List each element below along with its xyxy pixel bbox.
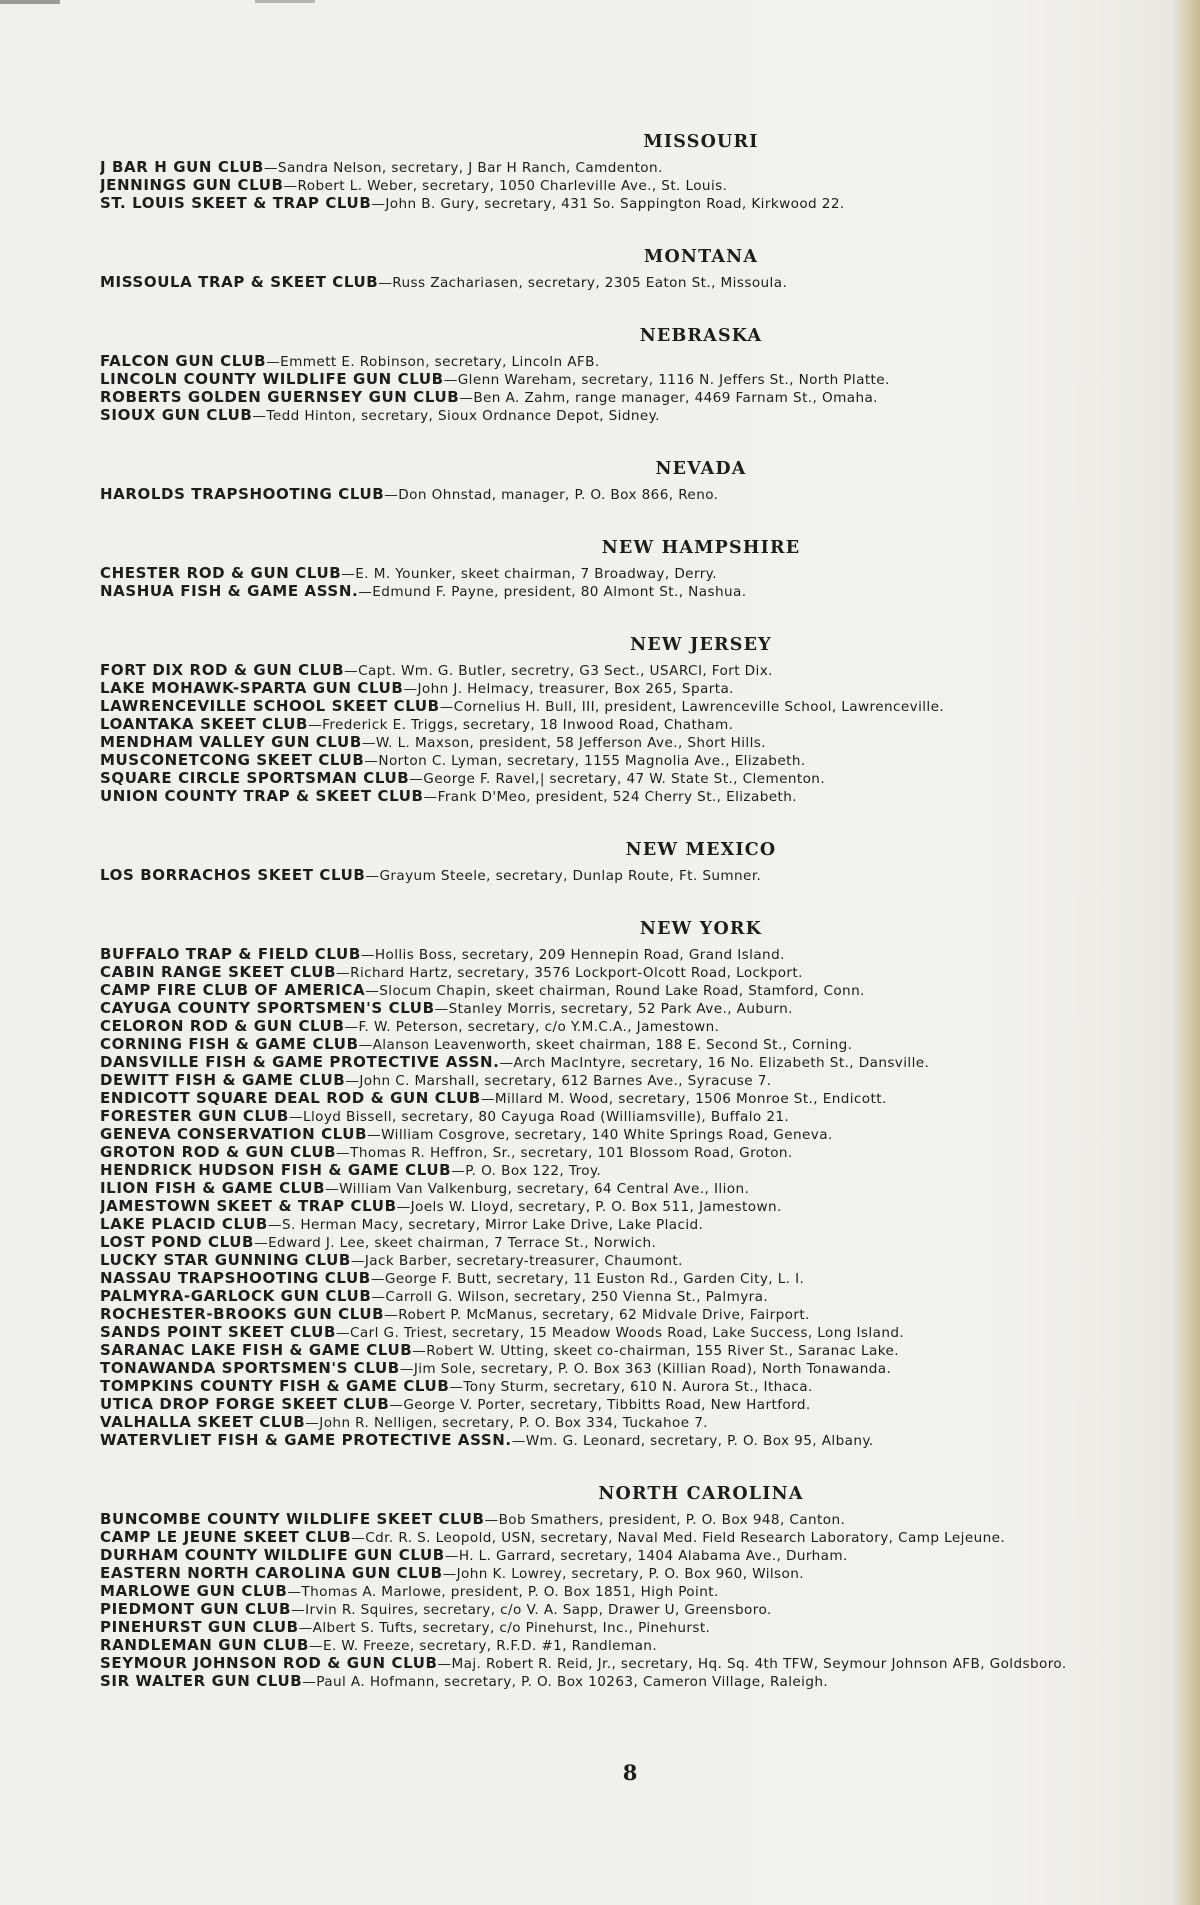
state-section [100,459,1182,504]
club-contact-details: John K. Lowrey, secretary, P. O. Box 960, Wilson. [456,1566,804,1582]
entry-separator: — [365,983,380,999]
club-entry [100,680,1182,698]
club-entry [100,1126,1182,1144]
club-contact-details: Paul A. Hofmann, secretary, P. O. Box 10263, Cameron Village, Raleigh. [316,1674,829,1690]
club-entry [100,159,1182,177]
entry-separator: — [459,390,474,406]
club-entry [100,964,1182,982]
club-list [100,1511,1182,1691]
club-entry [100,1036,1182,1054]
club-name: HAROLDS TRAPSHOOTING CLUB [100,486,385,503]
entry-separator: — [336,1325,350,1341]
club-name: CABIN RANGE SKEET CLUB [100,964,337,981]
club-contact-details: John R. Nelligen, secretary, P. O. Box 334, Tuckahoe 7. [319,1415,708,1431]
club-list [100,486,1182,504]
club-name: GENEVA CONSERVATION CLUB [100,1126,368,1143]
entry-separator: — [371,196,386,212]
club-entry [100,788,1182,806]
club-name: SEYMOUR JOHNSON ROD & GUN CLUB [100,1655,438,1672]
club-contact-details: Irvin R. Squires, secretary, c/o V. A. Sapp, Drawer U, Greensboro. [305,1602,772,1618]
club-name: ILION FISH & GAME CLUB [100,1180,326,1197]
club-contact-details: Edmund F. Payne, president, 80 Almont St., Nashua. [372,584,747,600]
state-section [100,919,1182,1450]
club-contact-details: Robert P. McManus, secretary, 62 Midvale Drive, Fairport. [398,1307,810,1323]
club-contact-details: Tedd Hinton, secretary, Sioux Ordnance Depot, Sidney. [266,408,660,424]
club-entry [100,1162,1182,1180]
state-heading: NEW MEXICO [625,840,777,860]
club-name: CAYUGA COUNTY SPORTSMEN'S CLUB [100,1000,435,1017]
club-name: NASSAU TRAPSHOOTING CLUB [100,1270,371,1287]
club-contact-details: Tony Sturm, secretary, 610 N. Aurora St., Ithaca. [463,1379,813,1395]
club-contact-details: Robert W. Utting, skeet co-chairman, 155 River St., Saranac Lake. [426,1343,899,1359]
club-name: BUNCOMBE COUNTY WILDLIFE SKEET CLUB [100,1511,485,1528]
entry-separator: — [384,1307,399,1323]
state-section [100,840,1182,885]
club-name: LAKE PLACID CLUB [100,1216,268,1233]
entry-separator: — [291,1602,306,1618]
club-list [100,353,1182,425]
entry-separator: — [344,1019,359,1035]
club-contact-details: Arch MacIntyre, secretary, 16 No. Elizabeth St., Dansville. [513,1055,930,1071]
club-contact-details: Frederick E. Triggs, secretary, 18 Inwood Road, Chatham. [322,717,734,733]
club-name: MISSOULA TRAP & SKEET CLUB [100,274,379,291]
club-name: J BAR H GUN CLUB [100,159,264,176]
club-name: SANDS POINT SKEET CLUB [100,1324,336,1341]
club-entry [100,770,1182,788]
entry-separator: — [252,408,267,424]
club-entry [100,1234,1182,1252]
club-entry [100,1637,1182,1655]
entry-separator: — [336,965,351,981]
club-name: EASTERN NORTH CAROLINA GUN CLUB [100,1565,443,1582]
club-name: GROTON ROD & GUN CLUB [100,1144,337,1161]
entry-separator: — [350,1253,365,1269]
club-contact-details: Thomas A. Marlowe, president, P. O. Box 1851, High Point. [301,1584,719,1600]
club-contact-details: Albert S. Tufts, secretary, c/o Pinehurst, Inc., Pinehurst. [312,1620,711,1636]
club-contact-details: Slocum Chapin, skeet chairman, Round Lake Road, Stamford, Conn. [379,983,865,999]
club-contact-details: William Van Valkenburg, secretary, 64 Central Ave., Ilion. [339,1181,750,1197]
entry-separator: — [403,681,418,697]
state-heading: NEW YORK [639,919,763,939]
club-contact-details: P. O. Box 122, Troy. [465,1163,602,1179]
entry-separator: — [308,717,323,733]
club-contact-details: John J. Helmacy, treasurer, Box 265, Sparta. [417,681,734,697]
club-name: LINCOLN COUNTY WILDLIFE GUN CLUB [100,371,444,388]
club-entry [100,1018,1182,1036]
club-entry [100,1180,1182,1198]
club-entry [100,1414,1182,1432]
club-entry [100,1432,1182,1450]
club-contact-details: Carl G. Triest, secretary, 15 Meadow Woods Road, Lake Success, Long Island. [350,1325,905,1341]
club-contact-details: S. Herman Macy, secretary, Mirror Lake Drive, Lake Placid. [281,1217,704,1233]
club-name: DANSVILLE FISH & GAME PROTECTIVE ASSN. [100,1054,500,1071]
entry-separator: — [451,1163,466,1179]
state-section [100,247,1182,292]
club-contact-details: Maj. Robert R. Reid, Jr., secretary, Hq. Sq. 4th TFW, Seymour Johnson AFB, Goldsboro. [451,1656,1067,1672]
state-heading: NEW HAMPSHIRE [601,538,801,558]
entry-separator: — [434,1001,449,1017]
state-section [100,326,1182,425]
club-contact-details: Norton C. Lyman, secretary, 1155 Magnolia Ave., Elizabeth. [378,753,806,769]
club-name: CAMP LE JEUNE SKEET CLUB [100,1529,352,1546]
club-contact-details: H. L. Garrard, secretary, 1404 Alabama Ave., Durham. [458,1548,848,1564]
club-name: SIR WALTER GUN CLUB [100,1673,303,1690]
club-contact-details: Glenn Wareham, secretary, 1116 N. Jeffers St., North Platte. [457,372,890,388]
entry-separator: — [480,1091,495,1107]
club-entry [100,565,1182,583]
club-entry [100,1396,1182,1414]
club-contact-details: Russ Zachariasen, secretary, 2305 Eaton St., Missoula. [392,275,788,291]
club-contact-details: Stanley Morris, secretary, 52 Park Ave., Auburn. [448,1001,793,1017]
club-name: JENNINGS GUN CLUB [100,177,284,194]
club-entry [100,716,1182,734]
entry-separator: — [336,1145,351,1161]
club-contact-details: Emmett E. Robinson, secretary, Lincoln AFB. [280,354,600,370]
club-entry [100,734,1182,752]
club-entry [100,1342,1182,1360]
club-contact-details: Robert L. Weber, secretary, 1050 Charleville Ave., St. Louis. [297,178,728,194]
club-name: RANDLEMAN GUN CLUB [100,1637,309,1654]
club-name: ROCHESTER-BROOKS GUN CLUB [100,1306,385,1323]
club-contact-details: Hollis Boss, secretary, 209 Hennepin Road, Grand Island. [374,947,785,963]
club-list [100,565,1182,601]
club-contact-details: Don Ohnstad, manager, P. O. Box 866, Reno. [398,487,719,503]
club-name: DURHAM COUNTY WILDLIFE GUN CLUB [100,1547,445,1564]
state-heading: NORTH CAROLINA [598,1484,804,1504]
state-section [100,132,1182,213]
club-contact-details: John B. Gury, secretary, 431 So. Sappington Road, Kirkwood 22. [385,196,845,212]
entry-separator: — [288,1109,303,1125]
club-entry [100,1673,1182,1691]
entry-separator: — [283,178,298,194]
club-list [100,662,1182,806]
club-name: SQUARE CIRCLE SPORTSMAN CLUB [100,770,410,787]
club-contact-details: George F. Butt, secretary, 11 Euston Rd., Garden City, L. I. [384,1271,805,1287]
club-list [100,946,1182,1450]
club-entry [100,1090,1182,1108]
club-contact-details: Carroll G. Wilson, secretary, 250 Vienna St., Palmyra. [385,1289,769,1305]
club-name: TOMPKINS COUNTY FISH & GAME CLUB [100,1378,450,1395]
state-heading: MONTANA [643,247,759,267]
entry-separator: — [442,1566,457,1582]
state-section [100,1484,1182,1691]
scan-artifact [0,0,60,4]
club-entry [100,1144,1182,1162]
club-contact-details: Cornelius H. Bull, III, president, Lawrenceville School, Lawrenceville. [453,699,945,715]
entry-separator: — [325,1181,340,1197]
club-contact-details: Richard Hartz, secretary, 3576 Lockport-Olcott Road, Lockport. [350,965,803,981]
entry-separator: — [305,1415,320,1431]
club-contact-details: Jim Sole, secretary, P. O. Box 363 (Killian Road), North Tonawanda. [413,1361,892,1377]
club-contact-details: Bob Smathers, president, P. O. Box 948, Canton. [498,1512,846,1528]
club-contact-details: Jack Barber, secretary-treasurer, Chaumont. [364,1253,683,1269]
club-name: ENDICOTT SQUARE DEAL ROD & GUN CLUB [100,1090,481,1107]
club-name: DEWITT FISH & GAME CLUB [100,1072,346,1089]
club-entry [100,1252,1182,1270]
entry-separator: — [309,1638,323,1654]
entry-separator: — [444,1548,459,1564]
entry-separator: — [365,868,380,884]
club-contact-details: George F. Ravel,| secretary, 47 W. State St., Clementon. [423,771,826,787]
club-name: UNION COUNTY TRAP & SKEET CLUB [100,788,424,805]
club-entry [100,1619,1182,1637]
club-contact-details: John C. Marshall, secretary, 612 Barnes Ave., Syracuse 7. [359,1073,772,1089]
entry-separator: — [266,354,281,370]
club-entry [100,1601,1182,1619]
entry-separator: — [287,1584,302,1600]
entry-separator: — [396,1199,411,1215]
entry-separator: — [443,372,458,388]
club-name: LUCKY STAR GUNNING CLUB [100,1252,351,1269]
state-section [100,635,1182,806]
entry-separator: — [371,1289,386,1305]
entry-separator: — [302,1674,317,1690]
entry-separator: — [499,1055,514,1071]
entry-separator: — [358,1037,373,1053]
club-contact-details: Ben A. Zahm, range manager, 4469 Farnam St., Omaha. [473,390,878,406]
state-heading: NEW JERSEY [630,635,772,655]
page-number: 8 [622,1760,638,1785]
club-entry [100,946,1182,964]
club-entry [100,867,1182,885]
club-entry [100,389,1182,407]
club-entry [100,353,1182,371]
club-entry [100,371,1182,389]
club-name: MARLOWE GUN CLUB [100,1583,288,1600]
club-list [100,159,1182,213]
entry-separator: — [409,771,424,787]
club-contact-details: Lloyd Bissell, secretary, 80 Cayuga Road (Williamsville), Buffalo 21. [302,1109,790,1125]
entry-separator: — [358,584,373,600]
entry-separator: — [267,1217,282,1233]
state-heading: MISSOURI [643,132,759,152]
club-name: JAMESTOWN SKEET & TRAP CLUB [100,1198,397,1215]
club-entry [100,195,1182,213]
club-contact-details: E. W. Freeze, secretary, R.F.D. #1, Randleman. [323,1638,658,1654]
club-contact-details: George V. Porter, secretary, Tibbitts Road, New Hartford. [403,1397,811,1413]
club-name: FALCON GUN CLUB [100,353,267,370]
club-name: FORESTER GUN CLUB [100,1108,289,1125]
entry-separator: — [345,1073,360,1089]
entry-separator: — [449,1379,464,1395]
club-name: UTICA DROP FORGE SKEET CLUB [100,1396,390,1413]
club-contact-details: Wm. G. Leonard, secretary, P. O. Box 95, Albany. [525,1433,874,1449]
entry-separator: — [298,1620,313,1636]
club-entry [100,1511,1182,1529]
club-name: ROBERTS GOLDEN GUERNSEY GUN CLUB [100,389,460,406]
entry-separator: — [437,1656,452,1672]
club-entry [100,1198,1182,1216]
club-name: TONAWANDA SPORTSMEN'S CLUB [100,1360,400,1377]
club-name: VALHALLA SKEET CLUB [100,1414,306,1431]
club-entry [100,1529,1182,1547]
club-contact-details: Cdr. R. S. Leopold, USN, secretary, Naval Med. Field Research Laboratory, Camp Lejeune. [365,1530,1006,1546]
club-entry [100,1378,1182,1396]
club-entry [100,407,1182,425]
club-name: LOANTAKA SKEET CLUB [100,716,309,733]
club-name: CORNING FISH & GAME CLUB [100,1036,359,1053]
club-name: LAWRENCEVILLE SCHOOL SKEET CLUB [100,698,440,715]
entry-separator: — [360,947,375,963]
club-entry [100,752,1182,770]
club-name: BUFFALO TRAP & FIELD CLUB [100,946,361,963]
entry-separator: — [484,1512,499,1528]
entry-separator: — [378,275,393,291]
club-name: LAKE MOHAWK-SPARTA GUN CLUB [100,680,404,697]
entry-separator: — [364,753,379,769]
club-contact-details: Millard M. Wood, secretary, 1506 Monroe St., Endicott. [494,1091,887,1107]
club-entry [100,1655,1182,1673]
club-contact-details: Alanson Leavenworth, skeet chairman, 188 E. Second St., Corning. [372,1037,853,1053]
state-heading: NEBRASKA [639,326,763,346]
club-name: HENDRICK HUDSON FISH & GAME CLUB [100,1162,452,1179]
club-directory [100,132,1182,1725]
entry-separator: — [412,1343,427,1359]
scan-artifact [255,0,315,3]
entry-separator: — [263,160,278,176]
state-section [100,538,1182,601]
club-name: LOS BORRACHOS SKEET CLUB [100,867,366,884]
club-list [100,867,1182,885]
club-entry [100,982,1182,1000]
club-contact-details: Capt. Wm. G. Butler, secretry, G3 Sect., USARCI, Fort Dix. [358,663,773,679]
club-name: PINEHURST GUN CLUB [100,1619,299,1636]
club-entry [100,1216,1182,1234]
club-contact-details: Frank D'Meo, president, 524 Cherry St., Elizabeth. [437,789,797,805]
club-name: SIOUX GUN CLUB [100,407,253,424]
club-contact-details: William Cosgrove, secretary, 140 White Springs Road, Geneva. [381,1127,833,1143]
club-name: CAMP FIRE CLUB OF AMERICA [100,982,366,999]
club-contact-details: E. M. Younker, skeet chairman, 7 Broadway, Derry. [355,566,717,582]
club-entry [100,1270,1182,1288]
entry-separator: — [361,735,376,751]
entry-separator: — [367,1127,382,1143]
club-entry [100,1324,1182,1342]
entry-separator: — [399,1361,414,1377]
club-entry [100,1072,1182,1090]
club-name: PIEDMONT GUN CLUB [100,1601,292,1618]
club-entry [100,1583,1182,1601]
club-entry [100,1108,1182,1126]
club-name: CELORON ROD & GUN CLUB [100,1018,345,1035]
club-name: ST. LOUIS SKEET & TRAP CLUB [100,195,372,212]
club-entry [100,177,1182,195]
club-entry [100,662,1182,680]
club-entry [100,1547,1182,1565]
club-entry [100,274,1182,292]
club-name: FORT DIX ROD & GUN CLUB [100,662,345,679]
entry-separator: — [344,663,359,679]
club-entry [100,1565,1182,1583]
club-contact-details: Sandra Nelson, secretary, J Bar H Ranch, Camdenton. [277,160,663,176]
club-entry [100,1288,1182,1306]
club-list [100,274,1182,292]
club-contact-details: F. W. Peterson, secretary, c/o Y.M.C.A., Jamestown. [358,1019,720,1035]
club-name: MENDHAM VALLEY GUN CLUB [100,734,362,751]
club-name: WATERVLIET FISH & GAME PROTECTIVE ASSN. [100,1432,512,1449]
club-entry [100,1000,1182,1018]
club-contact-details: Thomas R. Heffron, Sr., secretary, 101 Blossom Road, Groton. [350,1145,793,1161]
club-contact-details: W. L. Maxson, president, 58 Jefferson Ave., Short Hills. [375,735,766,751]
entry-separator: — [423,789,438,805]
club-name: NASHUA FISH & GAME ASSN. [100,583,359,600]
club-entry [100,1054,1182,1072]
club-entry [100,1360,1182,1378]
entry-separator: — [351,1530,366,1546]
entry-separator: — [254,1235,269,1251]
club-name: MUSCONETCONG SKEET CLUB [100,752,365,769]
club-contact-details: Edward J. Lee, skeet chairman, 7 Terrace St., Norwich. [268,1235,657,1251]
club-name: LOST POND CLUB [100,1234,255,1251]
entry-separator: — [511,1433,526,1449]
club-entry [100,486,1182,504]
club-name: CHESTER ROD & GUN CLUB [100,565,342,582]
entry-separator: — [384,487,399,503]
entry-separator: — [341,566,356,582]
entry-separator: — [370,1271,385,1287]
state-heading: NEVADA [655,459,747,479]
club-name: PALMYRA-GARLOCK GUN CLUB [100,1288,372,1305]
club-contact-details: Joels W. Lloyd, secretary, P. O. Box 511, Jamestown. [410,1199,782,1215]
entry-separator: — [389,1397,404,1413]
club-entry [100,583,1182,601]
entry-separator: — [439,699,454,715]
club-entry [100,698,1182,716]
club-name: SARANAC LAKE FISH & GAME CLUB [100,1342,413,1359]
club-entry [100,1306,1182,1324]
club-contact-details: Grayum Steele, secretary, Dunlap Route, Ft. Sumner. [379,868,762,884]
